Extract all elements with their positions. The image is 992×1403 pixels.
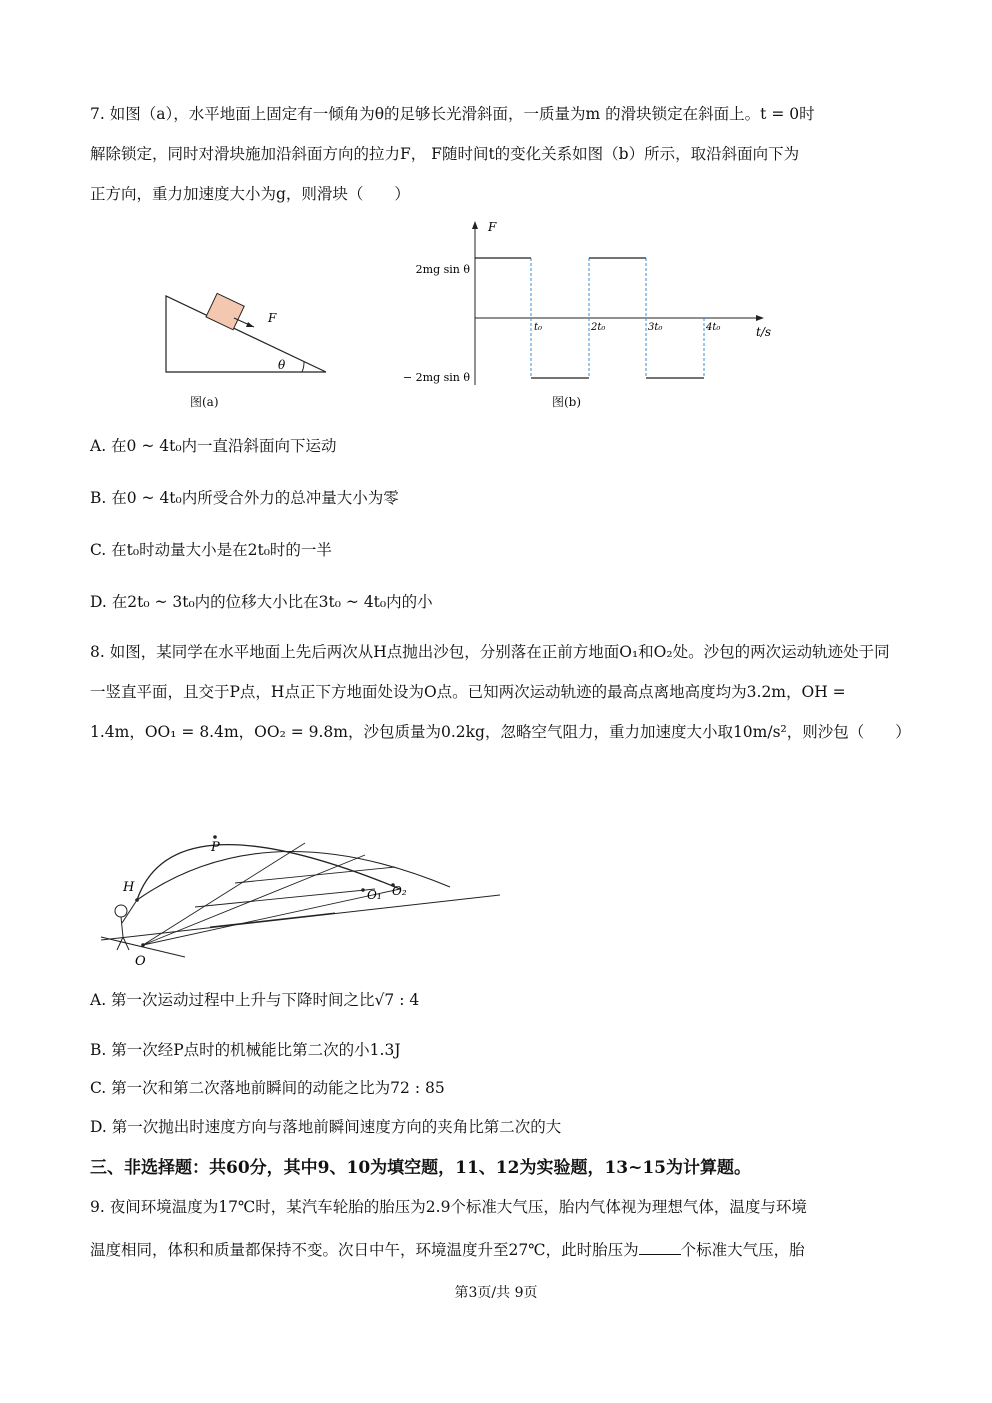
xtick-2t0: 2t₀	[591, 322, 606, 333]
y-axis-label: F	[488, 220, 497, 234]
section-3-title: 三、非选择题：共60分，其中9、10为填空题，11、12为实验题，13~15为计算题。	[90, 1158, 752, 1178]
figure-b-graph	[400, 215, 800, 395]
q7-line-3: 正方向，重力加速度大小为g，则滑块（ ）	[90, 185, 410, 203]
q7-line-1: 7. 如图（a），水平地面上固定有一倾角为θ的足够长光滑斜面，一质量为m 的滑块锁定在斜面上。t = 0时	[90, 105, 815, 123]
force-label: F	[268, 311, 277, 325]
x-axis-label: t/s	[756, 325, 772, 339]
label-O2: O₂	[392, 884, 407, 898]
label-H: H	[123, 880, 135, 895]
slider-block	[206, 293, 244, 329]
q8-option-c: C. 第一次和第二次落地前瞬间的动能之比为72 : 85	[90, 1079, 445, 1097]
q7-line-2: 解除锁定，同时对滑块施加沿斜面方向的拉力F， F随时间t的变化关系如图（b）所示，取沿斜面向下为	[90, 145, 800, 163]
q7-option-c: C. 在t₀时动量大小是在2t₀时的一半	[90, 541, 332, 559]
q9-line-2-after: 个标准大气压，胎	[680, 1241, 805, 1259]
q8-option-d: D. 第一次抛出时速度方向与落地前瞬间速度方向的夹角比第二次的大	[90, 1118, 562, 1136]
q9-line-2	[90, 1238, 805, 1260]
label-P: P	[211, 840, 220, 855]
figure-a-caption: 图(a)	[190, 395, 219, 409]
q7-option-a: A. 在0 ~ 4t₀内一直沿斜面向下运动	[90, 437, 337, 455]
label-O1: O₁	[367, 888, 382, 902]
answer-blank	[639, 1240, 681, 1255]
xtick-3t0: 3t₀	[648, 322, 663, 333]
figure-q8-trajectories	[95, 825, 515, 970]
figure-a-incline	[150, 280, 340, 380]
page-footer: 第3页/共 9页	[454, 1285, 538, 1301]
q8-text: 8. 如图，某同学在水平地面上先后两次从H点抛出沙包，分别落在正前方地面O₁和O₂处。沙包的两次运动轨迹处于同一竖直平面，且交于P点，H点正下方地面处设为O点。已知两次运动轨迹的最高点离地高度均为3.2m，OH = 1.4m，OO₁ = 8.4m，OO₂ = 9.8m，沙包质量为0.2kg，忽略空气阻力，重力加速度大小取10m/s²，则沙包（ ）	[90, 643, 911, 741]
q8-option-b: B. 第一次经P点时的机械能比第二次的小1.3J	[90, 1041, 401, 1059]
figure-b-caption: 图(b)	[552, 395, 582, 409]
q9-line-1: 9. 夜间环境温度为17℃时，某汽车轮胎的胎压为2.9个标准大气压，胎内气体视为理想气体，温度与环境	[90, 1198, 807, 1216]
theta-label: θ	[278, 358, 286, 372]
xtick-4t0: 4t₀	[706, 322, 721, 333]
xtick-t0: t₀	[534, 322, 543, 333]
q7-option-b: B. 在0 ~ 4t₀内所受合外力的总冲量大小为零	[90, 489, 399, 507]
q9-line-2-before: 温度相同，体积和质量都保持不变。次日中午，环境温度升至27℃，此时胎压为	[90, 1241, 639, 1259]
ytick-bottom: − 2mg sin θ	[402, 371, 470, 384]
q8-option-a: A. 第一次运动过程中上升与下降时间之比√7 : 4	[90, 991, 420, 1009]
q7-option-d: D. 在2t₀ ~ 3t₀内的位移大小比在3t₀ ~ 4t₀内的小	[90, 593, 433, 611]
ytick-top: 2mg sin θ	[415, 263, 470, 276]
label-O: O	[135, 954, 146, 969]
